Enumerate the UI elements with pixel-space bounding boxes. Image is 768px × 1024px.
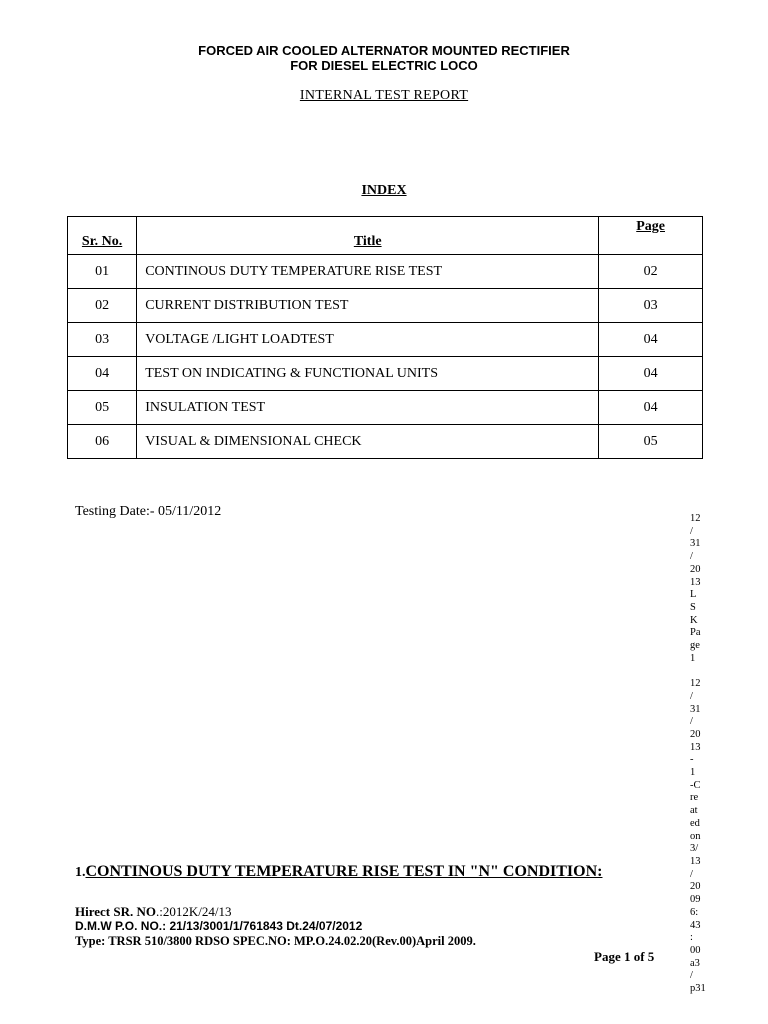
- row-sr-no: 05: [68, 391, 137, 425]
- report-title: INTERNAL TEST REPORT: [299, 88, 469, 103]
- row-title: TEST ON INDICATING & FUNCTIONAL UNITS: [137, 357, 599, 391]
- serial-number-value: .:2012K/24/13: [156, 904, 232, 919]
- row-page: 03: [599, 289, 703, 323]
- table-row: [68, 289, 703, 323]
- row-title: CURRENT DISTRIBUTION TEST: [137, 289, 599, 323]
- row-page: 04: [599, 357, 703, 391]
- index-header-row: [68, 217, 703, 255]
- row-sr-no: 01: [68, 255, 137, 289]
- row-title: VOLTAGE /LIGHT LOADTEST: [137, 323, 599, 357]
- section-number: 1.: [75, 865, 86, 880]
- serial-number-label: Hirect SR. NO: [75, 904, 156, 919]
- row-page: 04: [599, 323, 703, 357]
- row-sr-no: 04: [68, 357, 137, 391]
- row-page: 04: [599, 391, 703, 425]
- row-title: CONTINOUS DUTY TEMPERATURE RISE TEST: [137, 255, 599, 289]
- row-title: VISUAL & DIMENSIONAL CHECK: [137, 425, 599, 459]
- index-table: [67, 216, 703, 459]
- serial-number-line: [75, 904, 231, 920]
- section-heading: [75, 863, 602, 881]
- table-row: [68, 425, 703, 459]
- page-number: Page 1 of 5: [594, 949, 655, 964]
- document-heading-line1: FORCED AIR COOLED ALTERNATOR MOUNTED RECTIFIER: [198, 43, 570, 58]
- index-title: INDEX: [361, 183, 407, 198]
- table-row: [68, 323, 703, 357]
- type-spec-line: Type: TRSR 510/3800 RDSO SPEC.NO: MP.O.24.02.20(Rev.00)April 2009.: [75, 934, 476, 948]
- row-sr-no: 03: [68, 323, 137, 357]
- row-sr-no: 06: [68, 425, 137, 459]
- purchase-order-line: D.M.W P.O. NO.: 21/13/3001/1/761843 Dt.24/07/2012: [75, 919, 363, 933]
- testing-date: Testing Date:- 05/11/2012: [75, 504, 222, 519]
- row-page: 05: [599, 425, 703, 459]
- row-sr-no: 02: [68, 289, 137, 323]
- table-row: [68, 255, 703, 289]
- document-heading-line2: FOR DIESEL ELECTRIC LOCO: [290, 58, 478, 73]
- section-title: CONTINOUS DUTY TEMPERATURE RISE TEST IN "N" CONDITION:: [85, 863, 603, 880]
- column-header-title: Title: [137, 217, 599, 255]
- row-page: 02: [599, 255, 703, 289]
- row-title: INSULATION TEST: [137, 391, 599, 425]
- column-header-page: Page: [599, 217, 703, 255]
- column-header-sr-no: Sr. No.: [68, 217, 137, 255]
- margin-annotation: 12 / 31 / 20 13 L S K Pa ge 1 12 / 31 / 20 13 - 1 -C re at ed on 3/ 13 / 20 09 6: 43 : 00 a3 / p31: [690, 513, 706, 995]
- table-row: [68, 357, 703, 391]
- table-row: [68, 391, 703, 425]
